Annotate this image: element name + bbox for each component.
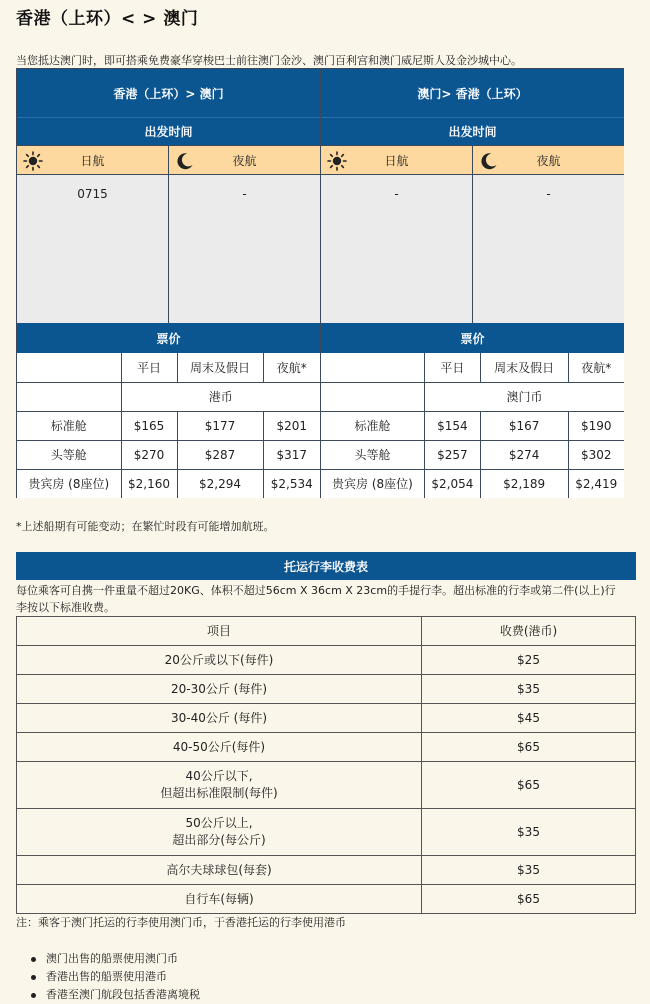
fare-value: $2,419 <box>568 469 624 498</box>
times-row <box>321 175 624 323</box>
night-label: 夜航 <box>232 153 257 168</box>
route-header: 澳门> 香港（上环） <box>321 69 624 117</box>
day-sailing-header <box>17 146 168 174</box>
fare-value: $287 <box>177 440 263 469</box>
fare-header: 票价 <box>17 323 320 353</box>
fare-value: $2,294 <box>177 469 263 498</box>
table-row <box>17 675 636 704</box>
list-item: 澳门出售的船票使用澳门币 <box>28 950 200 968</box>
fare-value: $154 <box>424 411 480 440</box>
table-row <box>321 411 624 440</box>
table-row <box>17 809 636 856</box>
item-label-line2: 超出部分(每公斤) <box>172 833 266 847</box>
table-row <box>17 469 320 498</box>
item-label: 高尔夫球球包(每套) <box>17 856 422 885</box>
table-row <box>17 856 636 885</box>
day-label: 日航 <box>80 153 105 168</box>
item-label: 30-40公斤 (每件) <box>17 704 422 733</box>
fee-value: $65 <box>422 733 636 762</box>
schedule-note: *上述船期有可能变动；在繁忙时段有可能增加航班。 <box>16 520 275 533</box>
page-title: 香港（上环）< > 澳门 <box>16 9 199 29</box>
item-label-line1: 50公斤以上, <box>185 816 253 830</box>
baggage-intro: 每位乘客可自携一件重量不超过20KG、体积不超过56cm X 36cm X 23cm的手提行李。超出标准的行李或第二件(以上)行李按以下标准收费。 <box>16 584 616 614</box>
intro-text: 当您抵达澳门时，即可搭乘免费豪华穿梭巴士前往澳门金沙、澳门百利宫和澳门威尼斯人及金沙城中心。 <box>16 54 522 67</box>
list-item: 香港出售的船票使用港币 <box>28 968 200 986</box>
fare-corner <box>321 382 424 411</box>
table-row <box>17 440 320 469</box>
table-row <box>321 440 624 469</box>
fare-table <box>17 353 320 498</box>
fare-value: $190 <box>568 411 624 440</box>
schedule-table <box>16 68 624 498</box>
fare-col-weekend: 周末及假日 <box>480 353 568 382</box>
currency-label: 澳门币 <box>424 382 624 411</box>
night-times: - <box>168 175 320 323</box>
fare-value: $270 <box>121 440 177 469</box>
times-row <box>17 175 320 323</box>
fare-corner <box>321 353 424 382</box>
fare-value: $201 <box>263 411 320 440</box>
night-label: 夜航 <box>536 153 561 168</box>
currency-label: 港币 <box>121 382 320 411</box>
item-label <box>17 762 422 809</box>
fare-value: $167 <box>480 411 568 440</box>
fare-corner <box>17 353 121 382</box>
moon-icon <box>479 151 499 171</box>
class-label: 贵宾房 (8座位) <box>17 469 121 498</box>
list-item: 香港至澳门航段包括香港离境税 <box>28 986 200 1004</box>
fare-col-weekday: 平日 <box>121 353 177 382</box>
fare-col-night: 夜航* <box>263 353 320 382</box>
fee-value: $65 <box>422 885 636 914</box>
item-label: 20-30公斤 (每件) <box>17 675 422 704</box>
fee-value: $45 <box>422 704 636 733</box>
fare-corner <box>17 382 121 411</box>
day-night-row <box>17 145 320 175</box>
table-row <box>17 762 636 809</box>
table-row <box>17 885 636 914</box>
class-label: 头等舱 <box>17 440 121 469</box>
departure-time-header: 出发时间 <box>321 117 624 145</box>
sun-icon <box>23 151 43 171</box>
route-header: 香港（上环）> 澳门 <box>17 69 320 117</box>
night-sailing-header <box>472 146 624 174</box>
fare-value: $2,534 <box>263 469 320 498</box>
table-row <box>321 469 624 498</box>
fare-col-night: 夜航* <box>568 353 624 382</box>
item-label-line1: 40公斤以下, <box>185 769 253 783</box>
day-night-row <box>321 145 624 175</box>
fare-col-weekday: 平日 <box>424 353 480 382</box>
class-label: 贵宾房 (8座位) <box>321 469 424 498</box>
item-label: 20公斤或以下(每件) <box>17 646 422 675</box>
item-label: 自行车(每辆) <box>17 885 422 914</box>
col-item-header: 项目 <box>17 617 422 646</box>
col-fee-header: 收费(港币) <box>422 617 636 646</box>
fare-value: $274 <box>480 440 568 469</box>
day-sailing-header <box>321 146 472 174</box>
fare-value: $257 <box>424 440 480 469</box>
fare-table <box>321 353 624 498</box>
sun-icon <box>327 151 347 171</box>
fare-value: $302 <box>568 440 624 469</box>
fee-value: $65 <box>422 762 636 809</box>
class-label: 标准舱 <box>321 411 424 440</box>
fare-col-weekend: 周末及假日 <box>177 353 263 382</box>
fare-value: $2,054 <box>424 469 480 498</box>
notes-list <box>28 950 200 1004</box>
table-row <box>17 411 320 440</box>
item-label: 40-50公斤(每件) <box>17 733 422 762</box>
item-label-line2: 但超出标准限制(每件) <box>160 786 278 800</box>
hk-to-macau-column <box>17 69 320 497</box>
day-label: 日航 <box>384 153 409 168</box>
fare-value: $177 <box>177 411 263 440</box>
fare-value: $2,160 <box>121 469 177 498</box>
table-row <box>17 646 636 675</box>
fare-header: 票价 <box>321 323 624 353</box>
departure-time-header: 出发时间 <box>17 117 320 145</box>
table-row <box>17 704 636 733</box>
fee-value: $25 <box>422 646 636 675</box>
fee-value: $35 <box>422 675 636 704</box>
night-sailing-header <box>168 146 320 174</box>
item-label <box>17 809 422 856</box>
table-row <box>17 733 636 762</box>
fee-value: $35 <box>422 856 636 885</box>
baggage-table <box>16 616 636 914</box>
night-times: - <box>472 175 624 323</box>
fare-value: $317 <box>263 440 320 469</box>
baggage-header: 托运行李收费表 <box>16 552 636 580</box>
fare-value: $2,189 <box>480 469 568 498</box>
class-label: 头等舱 <box>321 440 424 469</box>
fee-value: $35 <box>422 809 636 856</box>
fare-value: $165 <box>121 411 177 440</box>
moon-icon <box>175 151 195 171</box>
baggage-note: 注：乘客于澳门托运的行李使用澳门币，于香港托运的行李使用港币 <box>16 916 346 929</box>
class-label: 标准舱 <box>17 411 121 440</box>
day-times: 0715 <box>17 175 168 323</box>
macau-to-hk-column <box>321 69 624 497</box>
day-times: - <box>321 175 472 323</box>
